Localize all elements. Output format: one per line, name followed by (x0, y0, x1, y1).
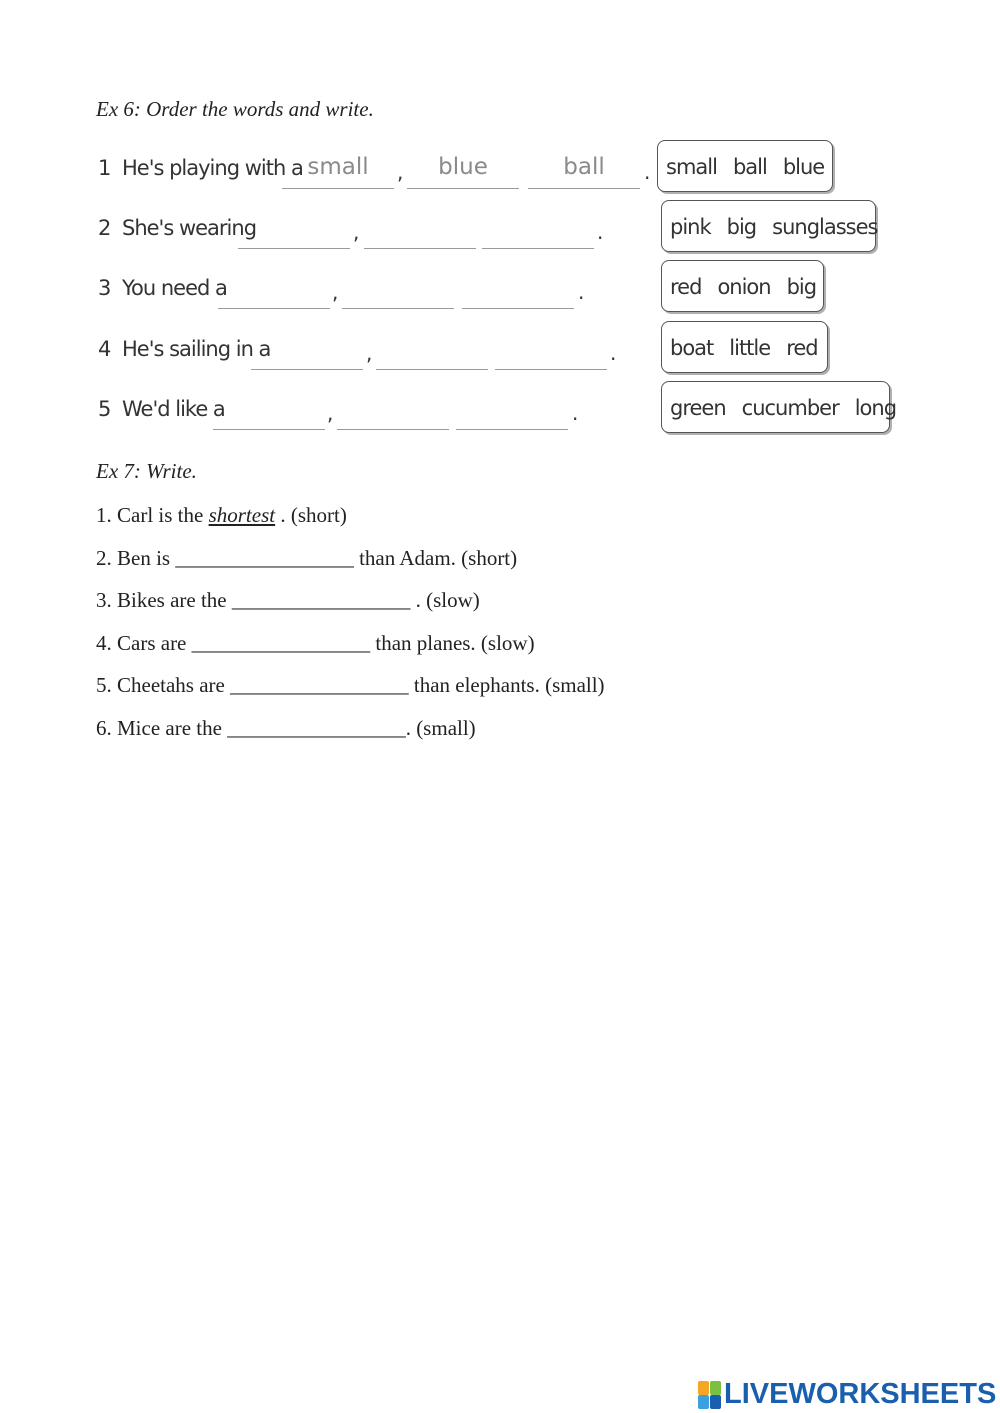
row-number: 1 (98, 156, 111, 180)
example-answer: shortest (208, 503, 276, 527)
comma: , (366, 341, 372, 365)
word: big (786, 275, 817, 299)
answer-blank-1[interactable] (213, 391, 325, 430)
word-box-2 (661, 200, 876, 252)
item-text: 5. Cheetahs are _________________ than elephants. (small) (96, 673, 605, 697)
ex7-item-5[interactable] (96, 673, 605, 698)
ex6-row-4 (98, 331, 628, 371)
row-prompt: He's playing with a (122, 156, 303, 180)
ex7-item-1 (96, 503, 347, 528)
word-box-1 (657, 140, 833, 192)
word: onion (717, 275, 771, 299)
ex7-item-4[interactable] (96, 631, 535, 656)
word: big (726, 215, 757, 239)
ex6-row-5 (98, 391, 598, 431)
word: red (670, 275, 702, 299)
answer-blank-3[interactable] (495, 331, 607, 370)
answer-blank-2[interactable] (364, 210, 476, 249)
answer-blank-1[interactable] (238, 210, 350, 249)
answer-blank-3[interactable] (456, 391, 568, 430)
word-box-4 (661, 321, 828, 373)
row-prompt: We'd like a (122, 397, 225, 421)
ex6-row-2 (98, 210, 618, 250)
ex6-row-1 (98, 150, 658, 190)
row-prompt: She's wearing (122, 216, 257, 240)
row-prompt: You need a (122, 276, 227, 300)
word: sunglasses (772, 215, 878, 239)
item-text: 3. Bikes are the _________________ . (slow) (96, 588, 480, 612)
period: . (597, 220, 603, 244)
answer-blank-3[interactable] (462, 270, 574, 309)
period: . (578, 280, 584, 304)
word: little (729, 336, 771, 360)
comma: , (327, 401, 333, 425)
answer-blank-2[interactable] (342, 270, 454, 309)
word-box-5 (661, 381, 897, 433)
answer-blank-3[interactable] (482, 210, 594, 249)
answer-blank-1[interactable] (251, 331, 363, 370)
answer-blank-2[interactable] (337, 391, 449, 430)
row-prompt: He's sailing in a (122, 337, 271, 361)
word: small (666, 155, 717, 179)
word: pink (670, 215, 711, 239)
answer-blank-2[interactable]: blue (407, 150, 519, 189)
period: . (572, 401, 578, 425)
item-text: 6. Mice are the _________________. (small) (96, 716, 476, 740)
ex7-item-2[interactable] (96, 546, 517, 571)
word: ball (732, 155, 767, 179)
period: . (644, 160, 650, 184)
word: blue (782, 155, 825, 179)
period: . (610, 341, 616, 365)
logo-square-darkblue (710, 1395, 721, 1409)
comma: , (397, 160, 403, 184)
ex7-item-6[interactable] (96, 716, 476, 741)
row-number: 5 (98, 397, 111, 421)
word: cucumber (741, 396, 839, 420)
word: boat (670, 336, 714, 360)
comma: , (332, 280, 338, 304)
item-text: 1. Carl is the (96, 503, 209, 527)
word: long (854, 396, 897, 420)
word: green (670, 396, 726, 420)
word-box-3 (661, 260, 824, 312)
answer-blank-1[interactable]: small (282, 150, 394, 189)
logo-square-green (710, 1381, 721, 1395)
item-text: 2. Ben is _________________ than Adam. (short) (96, 546, 518, 570)
row-number: 3 (98, 276, 111, 300)
answer-blank-3[interactable]: ball (528, 150, 640, 189)
answer-blank-2[interactable] (376, 331, 488, 370)
liveworksheets-logo[interactable] (698, 1376, 996, 1412)
logo-square-orange (698, 1381, 709, 1395)
ex6-title: Ex 6: Order the words and write. (96, 97, 374, 121)
item-text: 4. Cars are _________________ than planes. (slow) (96, 631, 535, 655)
item-text-after: . (short) (275, 503, 347, 527)
ex6-row-3 (98, 270, 598, 310)
logo-text: LIVEWORKSHEETS (724, 1377, 997, 1410)
row-number: 2 (98, 216, 111, 240)
comma: , (353, 220, 359, 244)
logo-square-blue (698, 1395, 709, 1409)
ex7-title: Ex 7: Write. (96, 459, 197, 483)
liveworksheets-logo-icon (698, 1379, 722, 1409)
row-number: 4 (98, 337, 111, 361)
ex7-item-3[interactable] (96, 588, 480, 613)
answer-blank-1[interactable] (218, 270, 330, 309)
word: red (786, 336, 818, 360)
